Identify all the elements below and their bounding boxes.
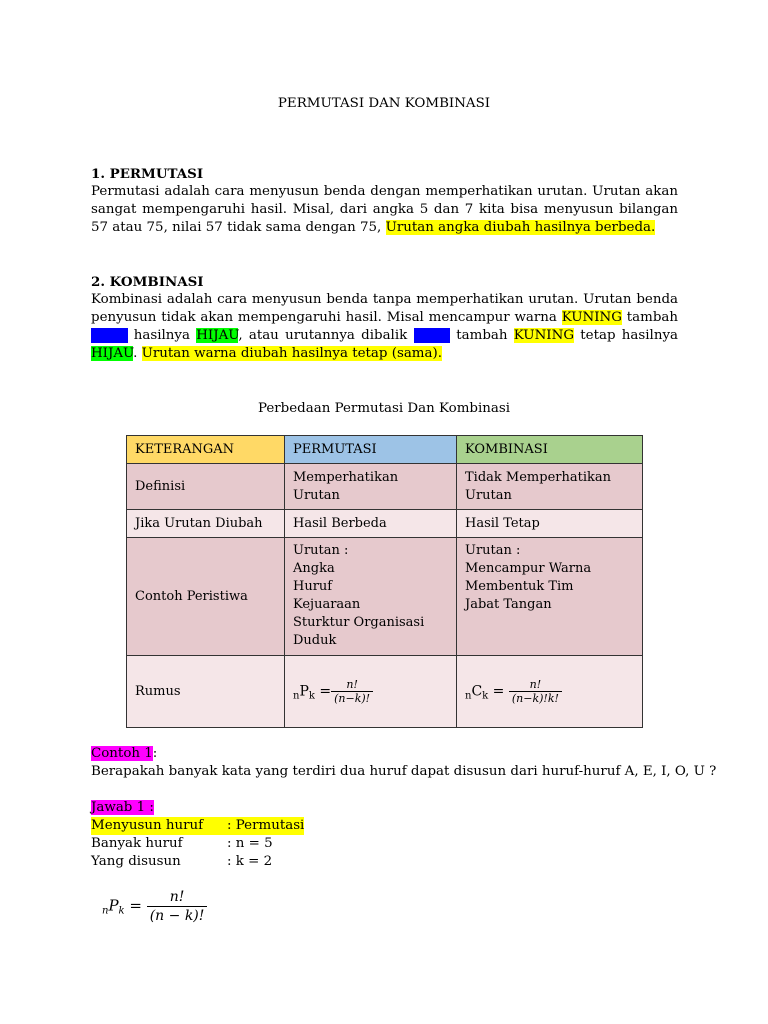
kombinasi-text-1: Kombinasi adalah cara menyusun benda tanpa memperhatikan urutan. Urutan benda penyusun tidak akan mempengaruhi hasil. Misal mencampur warna <box>91 292 678 325</box>
formula-prefix: n <box>465 690 472 702</box>
formula-prefix: n <box>293 690 300 702</box>
word-kuning-2: KUNING <box>513 328 575 343</box>
table-row <box>127 510 643 538</box>
example-1-question: Berapakah banyak kata yang terdiri dua huruf dapat disusun dari huruf-huruf A, E, I, O, U ? <box>91 764 717 779</box>
permutasi-highlight-text: Urutan angka diubah hasilnya berbeda. <box>385 220 656 235</box>
formula-letter: P <box>299 683 309 700</box>
formula-fraction <box>509 678 562 705</box>
permutasi-definition-text: Permutasi adalah cara menyusun benda dengan memperhatikan urutan. Urutan akan sangat mempengaruhi hasil. Misal, dari angka 5 dan 7 kita bisa menyusun bilangan 57 atau 75, nilai 57 tidak sama dengan 75, <box>91 184 678 235</box>
formula-prefix: n <box>102 905 109 917</box>
header-kombinasi: KOMBINASI <box>457 436 643 464</box>
list-item: Angka <box>293 561 335 576</box>
row-label-urutan-diubah: Jika Urutan Diubah <box>127 510 285 538</box>
formula-fraction <box>147 888 208 925</box>
formula-numerator: n! <box>509 678 562 692</box>
header-permutasi: PERMUTASI <box>285 436 457 464</box>
example-1-heading <box>91 745 157 763</box>
example-1-label: Contoh 1 <box>91 746 153 761</box>
comparison-table <box>126 435 643 728</box>
cell-permutasi-contoh <box>285 538 457 656</box>
formula-letter: P <box>108 896 119 915</box>
formula-kombinasi <box>457 656 643 728</box>
kombinasi-text-3: hasilnya <box>127 328 197 343</box>
formula-equals: = <box>314 683 332 700</box>
answer-row <box>91 853 272 871</box>
kombinasi-text-6: tetap hasilnya <box>574 328 679 343</box>
row-label-rumus: Rumus <box>127 656 285 728</box>
formula-numerator: n! <box>331 678 373 692</box>
formula-denominator: (n − k)! <box>149 908 205 924</box>
formula-letter: C <box>471 683 483 700</box>
cell-kombinasi-urutan-diubah: Hasil Tetap <box>457 510 643 538</box>
formula-equals: = <box>124 896 147 915</box>
kombinasi-text-4: , atau urutannya dibalik <box>238 328 414 343</box>
cell-kombinasi-contoh <box>457 538 643 656</box>
formula-denominator: (n−k)!k! <box>511 691 559 705</box>
table-row <box>127 538 643 656</box>
word-biru-2: BIRU <box>413 328 450 343</box>
paragraph-permutasi <box>91 183 678 237</box>
formula-numerator: n! <box>147 888 208 907</box>
formula-denominator: (n−k)! <box>334 691 371 705</box>
list-item: Sturktur Organisasi <box>293 615 425 630</box>
formula-permutasi <box>285 656 457 728</box>
row-label-contoh-peristiwa: Contoh Peristiwa <box>127 538 285 656</box>
answer-row-key: Banyak huruf <box>91 836 183 851</box>
answer-1-heading <box>91 799 154 817</box>
list-item: Urutan : <box>465 543 521 558</box>
answer-row-key: Menyusun huruf <box>91 818 204 833</box>
kombinasi-text-5: tambah <box>450 328 514 343</box>
kombinasi-conclusion: Urutan warna diubah hasilnya tetap (sama). <box>141 346 442 361</box>
formula-subscript: k <box>308 690 315 702</box>
example-1-colon: : <box>152 746 158 761</box>
answer-row-value: : n = 5 <box>227 836 273 851</box>
paragraph-kombinasi <box>91 291 678 363</box>
answer-row-value: : k = 2 <box>227 854 273 869</box>
answer-row-value: : Permutasi <box>227 818 305 833</box>
section-heading-kombinasi: 2. KOMBINASI <box>91 274 204 290</box>
list-item: Membentuk Tim <box>465 579 574 594</box>
header-keterangan: KETERANGAN <box>127 436 285 464</box>
formula-equals: = <box>488 683 509 700</box>
answer-row <box>91 817 304 835</box>
section-heading-permutasi: 1. PERMUTASI <box>91 166 204 182</box>
answer-1-label: Jawab 1 : <box>91 800 154 815</box>
table-title: Perbedaan Permutasi Dan Kombinasi <box>257 401 511 416</box>
list-item: Mencampur Warna <box>465 561 592 576</box>
word-hijau-2: HIJAU <box>91 346 134 361</box>
list-item: Duduk <box>293 633 337 648</box>
list-item: Urutan : <box>293 543 349 558</box>
list-item: Jabat Tangan <box>465 597 552 612</box>
answer-row <box>91 835 273 853</box>
answer-row-key: Yang disusun <box>91 854 181 869</box>
table-header-row <box>127 436 643 464</box>
kombinasi-text-7: . <box>133 346 142 361</box>
cell-kombinasi-definisi: Tidak Memperhatikan Urutan <box>457 464 643 510</box>
formula-subscript: k <box>482 690 489 702</box>
formula-fraction <box>331 678 373 705</box>
formula-subscript: k <box>118 905 125 917</box>
list-item: Huruf <box>293 579 333 594</box>
page-title: PERMUTASI DAN KOMBINASI <box>277 96 491 111</box>
word-hijau-1: HIJAU <box>196 328 239 343</box>
kombinasi-text-2: tambah <box>621 310 679 325</box>
cell-permutasi-definisi: Memperhatikan Urutan <box>285 464 457 510</box>
table-row <box>127 656 643 728</box>
row-label-definisi: Definisi <box>127 464 285 510</box>
table-row <box>127 464 643 510</box>
word-biru-1: BIRU <box>91 328 128 343</box>
cell-permutasi-urutan-diubah: Hasil Berbeda <box>285 510 457 538</box>
list-item: Kejuaraan <box>293 597 361 612</box>
answer-1-formula <box>102 888 207 925</box>
word-kuning-1: KUNING <box>561 310 622 325</box>
answer-row-content <box>91 817 304 835</box>
